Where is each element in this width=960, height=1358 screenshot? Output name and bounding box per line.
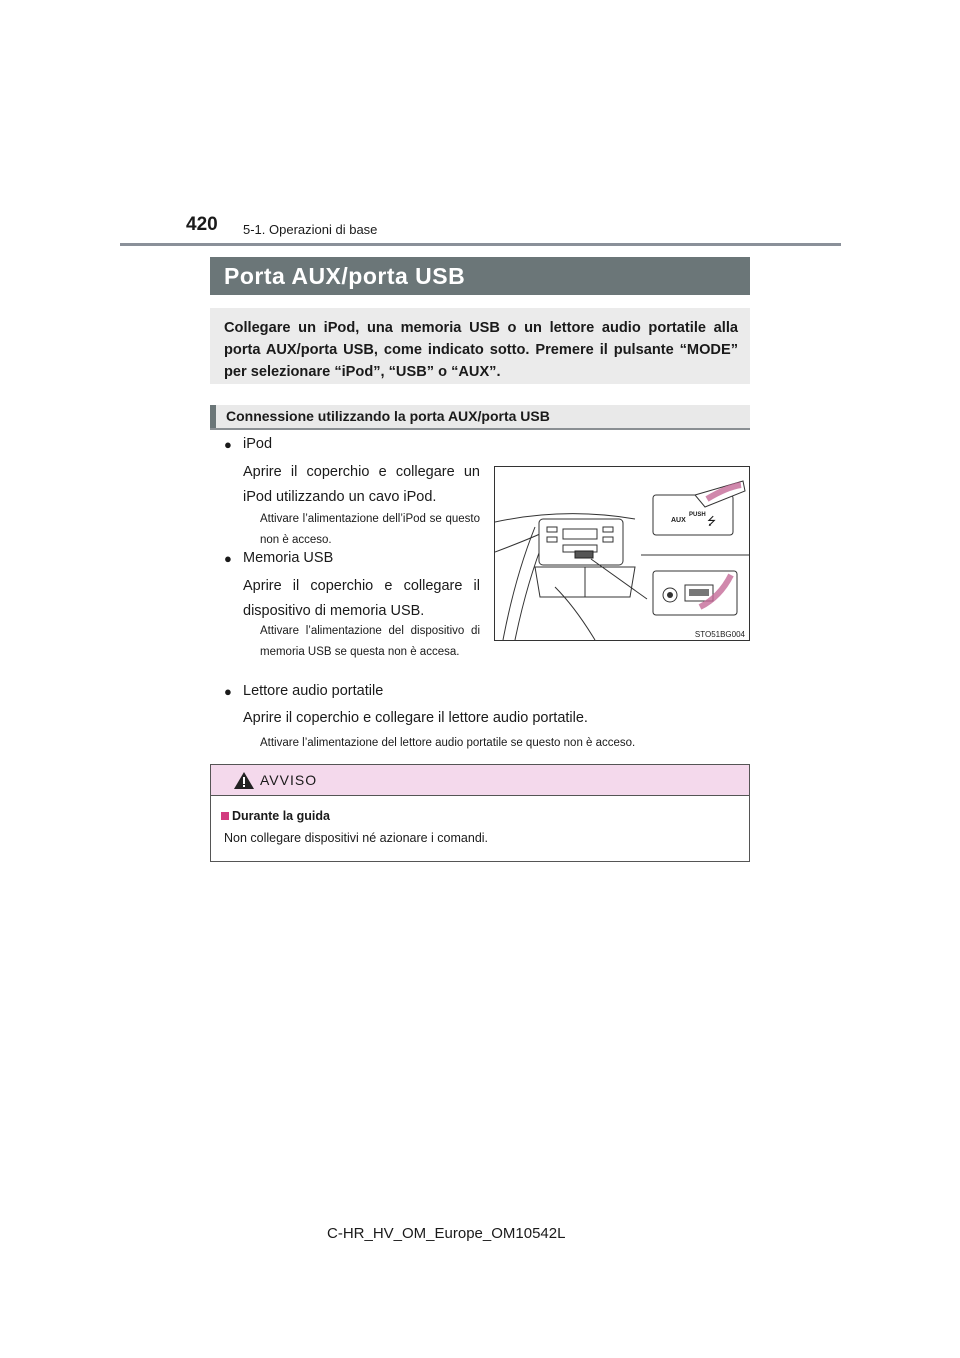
footer-document-code: C-HR_HV_OM_Europe_OM10542L [327, 1225, 566, 1242]
bullet-icon: ● [224, 437, 232, 452]
item-title-ipod: iPod [243, 436, 273, 452]
item-note-ipod: Attivare l’alimentazione dell’iPod se questo non è acceso. [260, 513, 480, 546]
warning-triangle-icon [233, 771, 255, 790]
warning-box [210, 764, 750, 862]
warning-title: AVVISO [260, 772, 318, 788]
intro-box [210, 308, 750, 384]
warning-square-icon [221, 812, 229, 820]
item-note-portable: Attivare l’alimentazione del lettore audio portatile se questo non è acceso. [260, 737, 636, 749]
section-subheading [210, 405, 750, 430]
item-title-portable: Lettore audio portatile [243, 683, 384, 699]
header-divider [120, 243, 841, 246]
aux-label: AUX [671, 517, 686, 524]
item-body-usb: Aprire il coperchio e collegare il dispositivo di memoria USB. [243, 578, 480, 619]
usb-icon: ⭍ [707, 516, 717, 528]
bullet-icon: ● [224, 551, 232, 566]
item-note-usb: Attivare l’alimentazione del dispositivo di memoria USB se questa non è accesa. [260, 625, 480, 658]
push-label: PUSH [689, 512, 706, 518]
subheading-text: Connessione utilizzando la porta AUX/porta USB [226, 408, 550, 424]
item-body-portable: Aprire il coperchio e collegare il lettore audio portatile. [243, 710, 588, 726]
item-title-usb: Memoria USB [243, 550, 334, 566]
page-number: 420 [186, 214, 218, 235]
section-label: 5-1. Operazioni di base [243, 222, 378, 237]
figure-caption: STO51BG004 [694, 630, 745, 639]
dashboard-drawing [495, 467, 749, 640]
warning-subtitle: Durante la guida [232, 809, 330, 823]
dashboard-illustration [494, 466, 750, 641]
warning-header [211, 765, 749, 796]
bullet-icon: ● [224, 684, 232, 699]
warning-text: Non collegare dispositivi né azionare i comandi. [224, 831, 489, 845]
page-title: Porta AUX/porta USB [224, 263, 466, 289]
intro-text: Collegare un iPod, una memoria USB o un lettore audio portatile alla porta AUX/porta USB, come indicato sotto. Premere il pulsante “MODE” per selezionare “iPod”, “USB” o “AUX”. [224, 320, 738, 380]
item-body-ipod: Aprire il coperchio e collegare un iPod utilizzando un cavo iPod. [243, 464, 480, 505]
page-title-bar [210, 257, 750, 295]
